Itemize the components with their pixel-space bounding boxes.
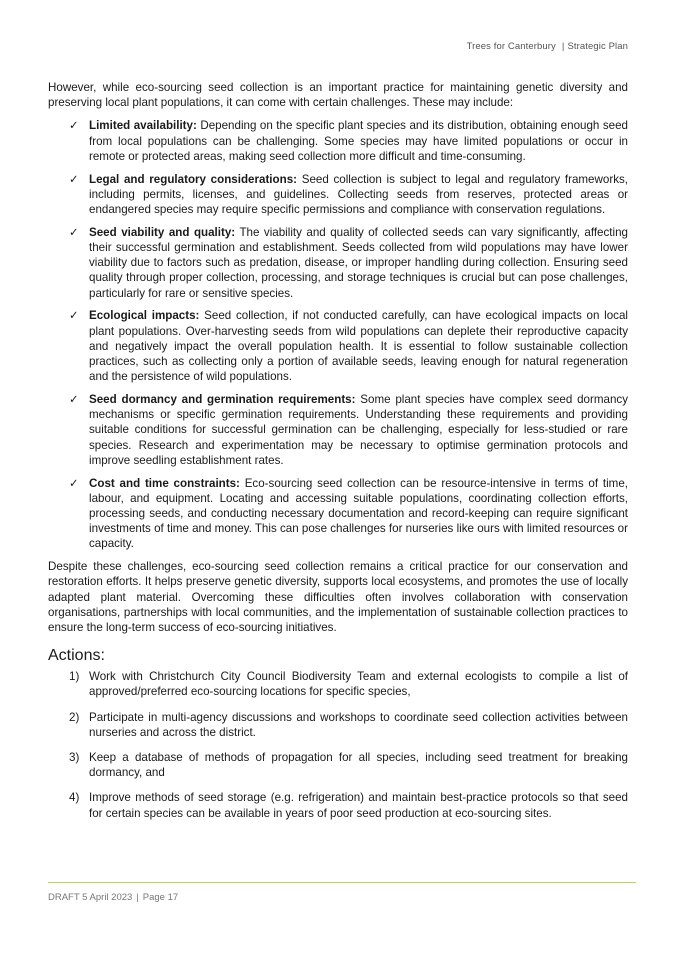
checkmark-icon: ✓ bbox=[69, 172, 79, 186]
challenge-text: Some plant species have complex seed dormancy mechanisms or specific germination requirements. Understanding these requirements and providing suitable conditions for successful germination can be challenging, especially for less-studied or rare species. Research and experimentation may be necessary to optimise germination protocols and improve seedling establishment rates. bbox=[89, 393, 629, 467]
list-item bbox=[48, 392, 628, 468]
challenge-text: Seed collection is subject to legal and regulatory frameworks, including permits, licenses, and guidelines. Collecting seeds from reserves, protected areas or endangered species may require specific permissions and compliance with conservation regulations. bbox=[89, 172, 629, 217]
challenges-list bbox=[48, 118, 628, 551]
intro-paragraph: However, while eco-sourcing seed collection is an important practice for maintaining genetic diversity and preserving local plant populations, it can come with certain challenges. These may include: bbox=[48, 81, 628, 110]
action-number: 2) bbox=[69, 710, 80, 724]
action-text: Participate in multi-agency discussions and workshops to coordinate seed collection activities between nurseries and across the district. bbox=[89, 710, 628, 739]
checkmark-icon: ✓ bbox=[69, 309, 79, 323]
list-item bbox=[48, 669, 628, 699]
actions-heading: Actions: bbox=[48, 647, 105, 665]
list-item bbox=[48, 225, 628, 301]
page-footer bbox=[48, 892, 178, 903]
page-body bbox=[48, 80, 628, 831]
checkmark-icon: ✓ bbox=[69, 393, 79, 407]
challenge-text: Eco-sourcing seed collection can be resource-intensive in terms of time, labour, and equipment. Locating and accessing suitable populations, coordinating collection efforts, processing seeds, and conducting necessary documentation and record-keeping can require significant investments of time and money. This can pose challenges for nurseries like ours with limited resources or capacity. bbox=[89, 476, 628, 551]
page-number: Page 17 bbox=[142, 892, 179, 903]
list-item bbox=[48, 790, 628, 820]
list-item bbox=[48, 750, 628, 780]
action-number: 3) bbox=[69, 751, 80, 765]
challenge-title: Seed viability and quality: bbox=[89, 225, 236, 239]
action-text: Work with Christchurch City Council Biodiversity Team and external ecologists to compile a list of approved/preferred eco-sourcing locations for specific species, bbox=[89, 670, 628, 699]
challenge-text: Depending on the specific plant species and its distribution, obtaining enough seed from local populations can be challenging. Some species may have limited populations or occur in remote or protected areas, making seed collection more difficult and time-consuming. bbox=[89, 119, 628, 163]
header-separator: | bbox=[561, 41, 565, 52]
checkmark-icon: ✓ bbox=[69, 225, 79, 239]
list-item bbox=[48, 308, 628, 384]
actions-list bbox=[48, 669, 628, 821]
challenge-title: Ecological impacts: bbox=[89, 309, 200, 323]
footer-draft-date: DRAFT 5 April 2023 bbox=[48, 892, 133, 903]
challenge-text: Seed collection, if not conducted carefully, can have ecological impacts on local plant populations. Over-harvesting seeds from wild populations can deplete their reproductive capacity and negatively impact the overall population health. It is essential to follow sustainable collection practices, such as collecting only a portion of available seeds, leaving enough for natural regeneration and the persistence of wild populations. bbox=[89, 309, 629, 384]
challenge-title: Limited availability: bbox=[89, 119, 197, 133]
action-number: 1) bbox=[69, 670, 80, 684]
footer-divider bbox=[48, 882, 636, 883]
challenge-title: Legal and regulatory considerations: bbox=[89, 172, 298, 186]
challenge-text: The viability and quality of collected seeds can vary significantly, affecting their successful germination and establishment. Seeds collected from wild populations may have lower viability due to factors such as predation, disease, or improper handling during collection. Ensuring seed quality through proper collection, processing, and storage techniques is crucial but can pose challenges, particularly for rare or sensitive species. bbox=[89, 225, 628, 300]
header-org: Trees for Canterbury bbox=[466, 41, 556, 52]
header-section: Strategic Plan bbox=[567, 41, 628, 52]
list-item bbox=[48, 118, 628, 164]
footer-separator: | bbox=[136, 892, 139, 903]
checkmark-icon: ✓ bbox=[69, 119, 79, 133]
action-number: 4) bbox=[69, 791, 80, 805]
list-item bbox=[48, 172, 628, 218]
challenge-title: Seed dormancy and germination requirements: bbox=[89, 393, 356, 407]
list-item bbox=[48, 476, 628, 552]
action-text: Improve methods of seed storage (e.g. refrigeration) and maintain best-practice protocols so that seed for certain species can be available in years of poor seed production at eco-sourcing sites. bbox=[89, 791, 628, 820]
checkmark-icon: ✓ bbox=[69, 476, 79, 490]
running-header bbox=[467, 41, 628, 52]
list-item bbox=[48, 710, 628, 740]
conclusion-paragraph: Despite these challenges, eco-sourcing seed collection remains a critical practice for our conservation and restoration efforts. It helps preserve genetic diversity, supports local ecosystems, and promotes the use of locally adapted plant material. Overcoming these difficulties often involves collaboration with conservation organisations, partnerships with local communities, and the implementation of sustainable collection practices to ensure the long-term success of eco-sourcing initiatives. bbox=[48, 560, 628, 635]
action-text: Keep a database of methods of propagation for all species, including seed treatment for breaking dormancy, and bbox=[89, 751, 628, 780]
challenge-title: Cost and time constraints: bbox=[89, 476, 240, 490]
